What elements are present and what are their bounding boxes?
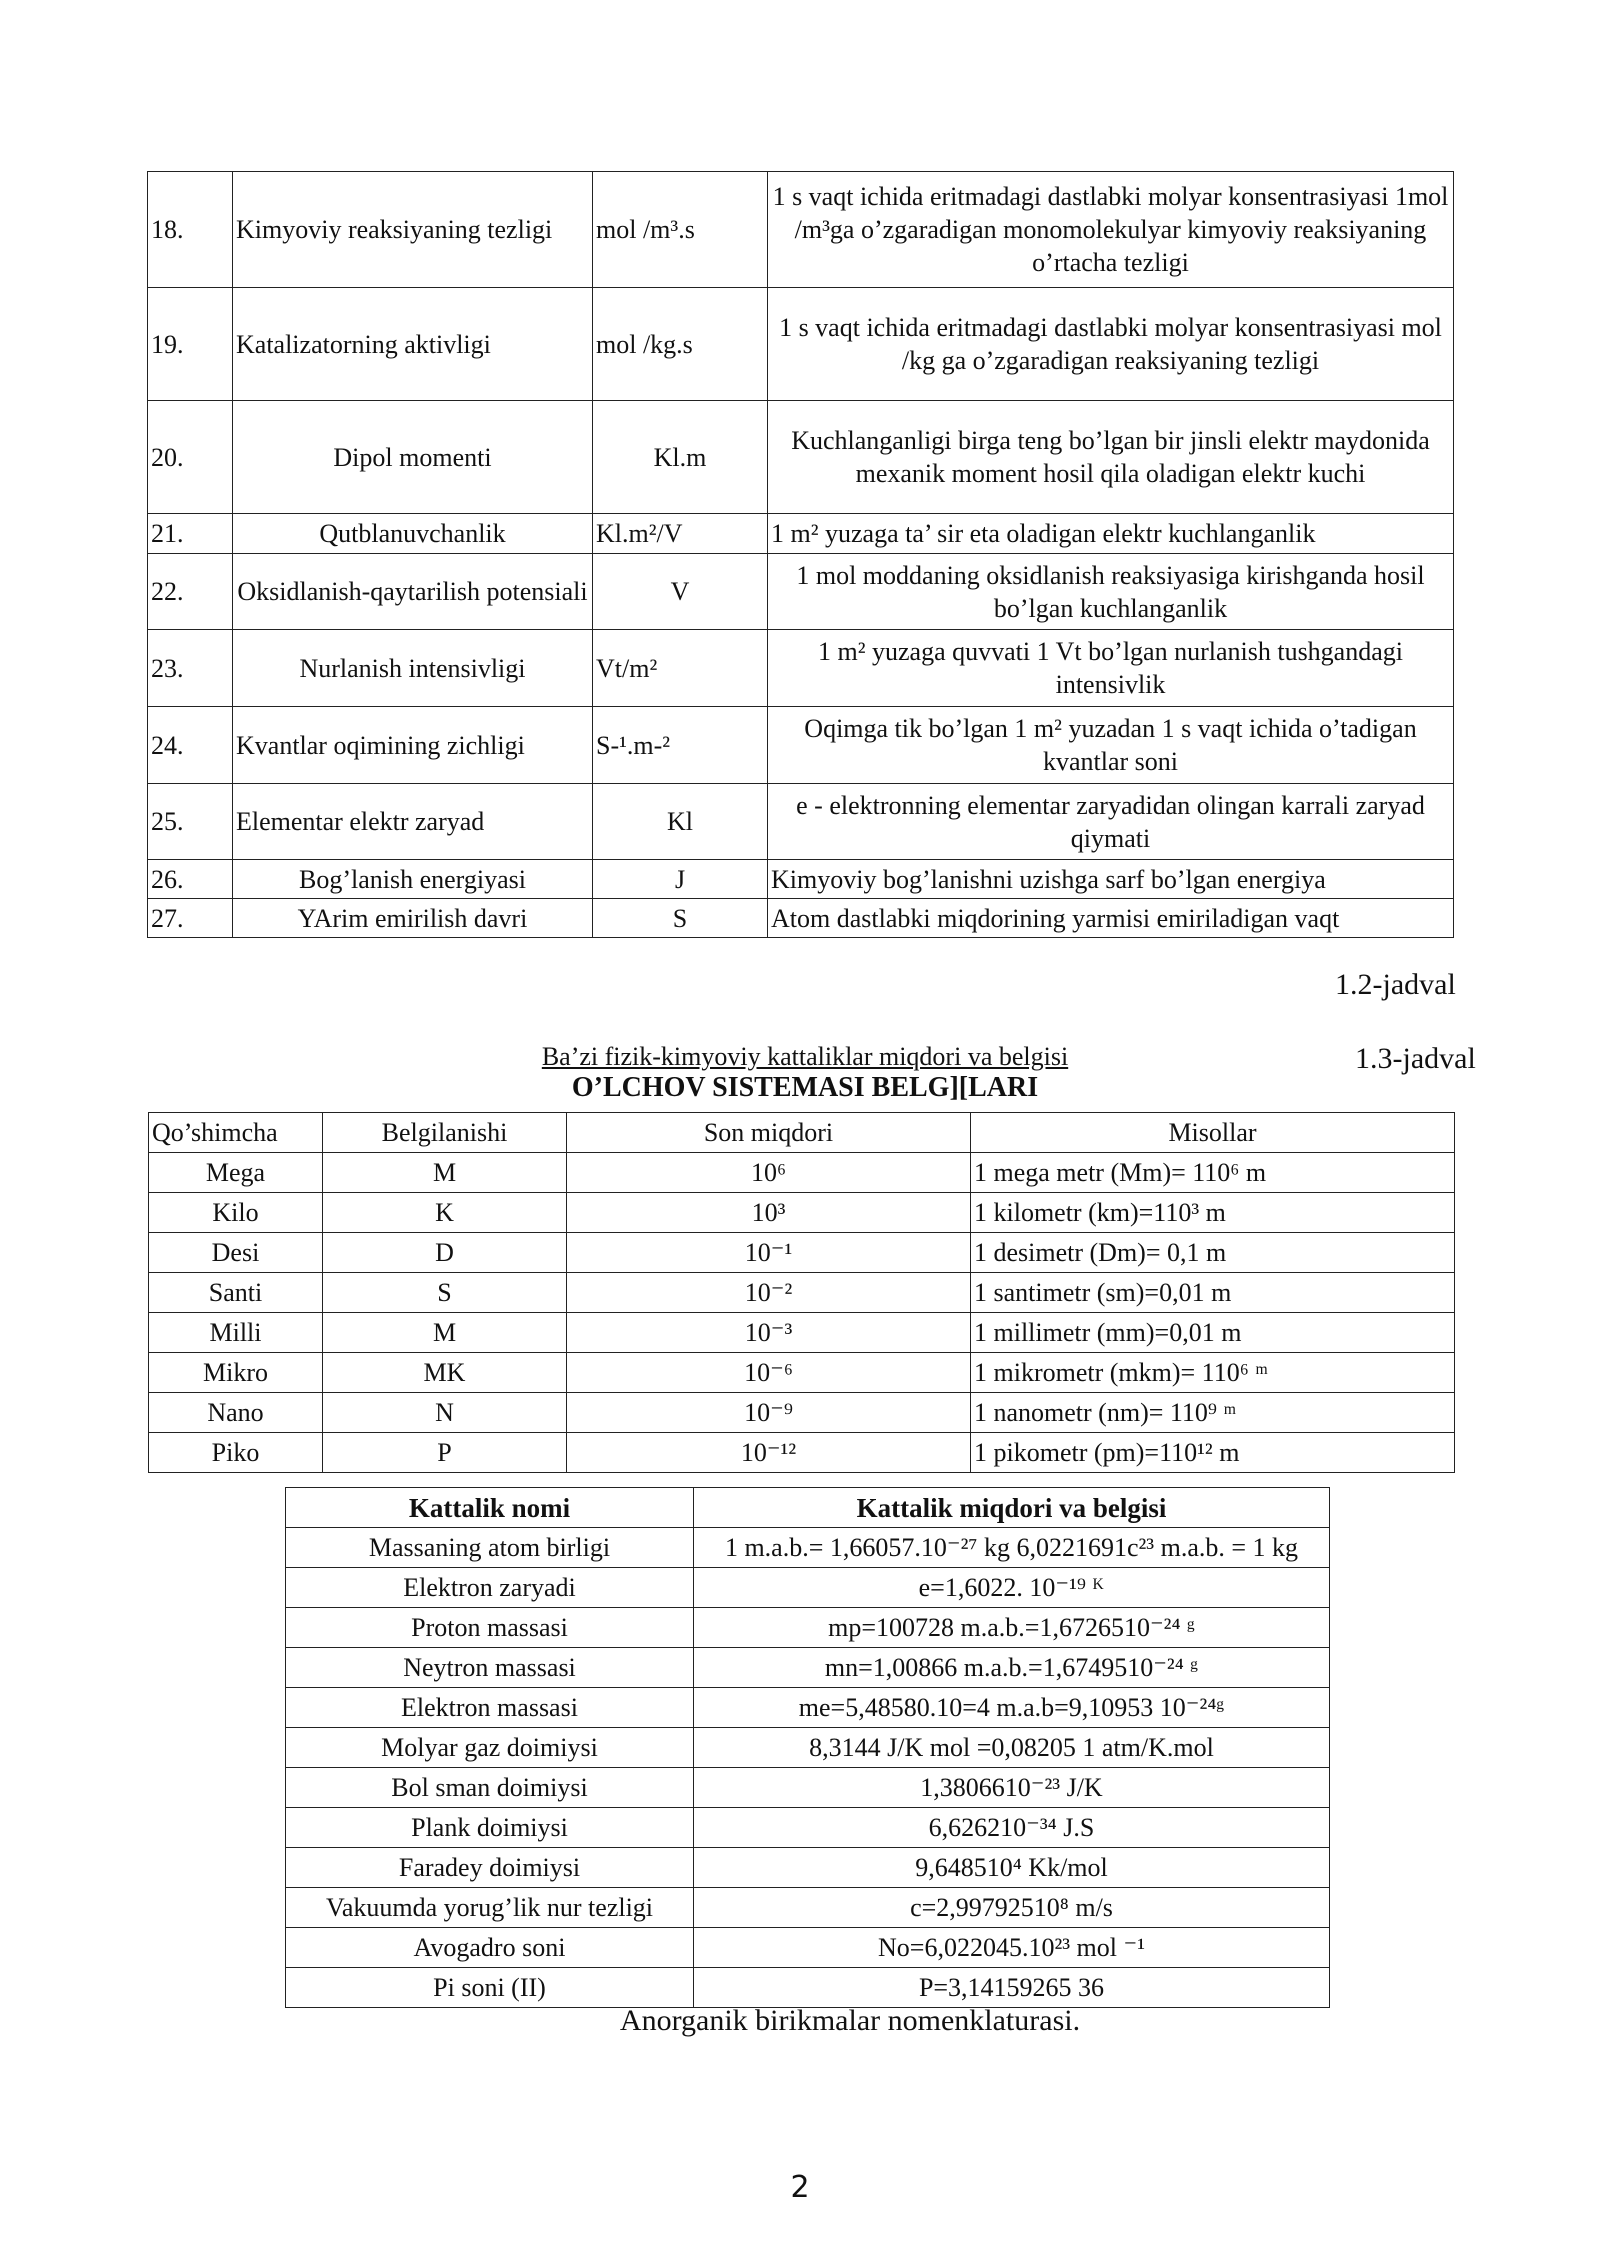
table-row — [286, 1768, 1330, 1808]
table-row — [148, 554, 1454, 630]
table-label-1-2: 1.2-jadval — [1335, 968, 1456, 1001]
prefix-name: Nano — [149, 1393, 323, 1433]
quantity-name: Elementar elektr zaryad — [233, 784, 593, 860]
table-row — [286, 1968, 1330, 2008]
unit: V — [593, 554, 768, 630]
prefix-value: 10⁻¹ — [567, 1233, 971, 1273]
prefix-symbol: K — [323, 1193, 567, 1233]
prefix-table — [148, 1112, 1455, 1473]
constant-name: Bol sman doimiysi — [286, 1768, 694, 1808]
constant-name: Plank doimiysi — [286, 1808, 694, 1848]
prefix-value: 10⁻¹² — [567, 1433, 971, 1473]
table-row — [149, 1273, 1455, 1313]
table-row — [148, 288, 1454, 401]
constant-name: Neytron massasi — [286, 1648, 694, 1688]
prefix-example: 1 nanometr (nm)= 110⁹ ᵐ — [971, 1393, 1455, 1433]
quantity-name: Katalizatorning aktivligi — [233, 288, 593, 401]
row-number: 23. — [148, 630, 233, 707]
prefix-value: 10⁻⁹ — [567, 1393, 971, 1433]
description: Kuchlanganligi birga teng bo’lgan bir jinsli elektr maydonida mexanik moment hosil qila oladigan elektr kuchi — [768, 401, 1454, 514]
quantity-name: Kvantlar oqimining zichligi — [233, 707, 593, 784]
table-row — [286, 1888, 1330, 1928]
unit: Kl.m²/V — [593, 514, 768, 554]
page-number: 2 — [790, 2170, 810, 2205]
prefix-example: 1 pikometr (pm)=110¹² m — [971, 1433, 1455, 1473]
prefix-name: Kilo — [149, 1193, 323, 1233]
table-row — [148, 401, 1454, 514]
constant-name: Elektron zaryadi — [286, 1568, 694, 1608]
column-header: Kattalik miqdori va belgisi — [694, 1488, 1330, 1528]
unit: S — [593, 899, 768, 938]
table-header-row — [149, 1113, 1455, 1153]
units-table — [147, 171, 1454, 938]
column-header: Kattalik nomi — [286, 1488, 694, 1528]
prefix-symbol: P — [323, 1433, 567, 1473]
quantity-name: Dipol momenti — [233, 401, 593, 514]
description: 1 m² yuzaga quvvati 1 Vt bo’lgan nurlanish tushgandagi intensivlik — [768, 630, 1454, 707]
row-number: 27. — [148, 899, 233, 938]
column-header: Qo’shimcha — [149, 1113, 323, 1153]
constant-name: Avogadro soni — [286, 1928, 694, 1968]
prefix-name: Piko — [149, 1433, 323, 1473]
prefix-symbol: S — [323, 1273, 567, 1313]
table-row — [286, 1808, 1330, 1848]
row-number: 20. — [148, 401, 233, 514]
prefix-example: 1 desimetr (Dm)= 0,1 m — [971, 1233, 1455, 1273]
column-header: Son miqdori — [567, 1113, 971, 1153]
table-row — [286, 1848, 1330, 1888]
table-row — [149, 1233, 1455, 1273]
table-row — [148, 860, 1454, 899]
row-number: 22. — [148, 554, 233, 630]
prefix-symbol: MK — [323, 1353, 567, 1393]
constant-value: 8,3144 J/K mol =0,08205 1 atm/K.mol — [694, 1728, 1330, 1768]
table-row — [149, 1313, 1455, 1353]
table-row — [148, 514, 1454, 554]
quantity-name: Kimyoviy reaksiyaning tezligi — [233, 172, 593, 288]
table-row — [148, 707, 1454, 784]
description: Oqimga tik bo’lgan 1 m² yuzadan 1 s vaqt ichida o’tadigan kvantlar soni — [768, 707, 1454, 784]
prefix-symbol: N — [323, 1393, 567, 1433]
constant-name: Elektron massasi — [286, 1688, 694, 1728]
quantity-name: Nurlanish intensivligi — [233, 630, 593, 707]
constant-value: mn=1,00866 m.a.b.=1,6749510⁻²⁴ ᵍ — [694, 1648, 1330, 1688]
description: Atom dastlabki miqdorining yarmisi emiriladigan vaqt — [768, 899, 1454, 938]
prefix-example: 1 millimetr (mm)=0,01 m — [971, 1313, 1455, 1353]
table-row — [148, 784, 1454, 860]
description: e - elektronning elementar zaryadidan olingan karrali zaryad qiymati — [768, 784, 1454, 860]
table-row — [149, 1153, 1455, 1193]
prefix-value: 10³ — [567, 1193, 971, 1233]
constant-name: Proton massasi — [286, 1608, 694, 1648]
quantity-name: Bog’lanish energiyasi — [233, 860, 593, 899]
constant-value: 6,626210⁻³⁴ J.S — [694, 1808, 1330, 1848]
prefix-symbol: M — [323, 1153, 567, 1193]
row-number: 18. — [148, 172, 233, 288]
prefix-value: 10⁻² — [567, 1273, 971, 1313]
quantity-name: YArim emirilish davri — [233, 899, 593, 938]
prefix-symbol: M — [323, 1313, 567, 1353]
prefix-name: Santi — [149, 1273, 323, 1313]
table-header-row — [286, 1488, 1330, 1528]
unit: mol /kg.s — [593, 288, 768, 401]
table-row — [148, 899, 1454, 938]
table-row — [149, 1393, 1455, 1433]
prefix-value: 10⁻³ — [567, 1313, 971, 1353]
row-number: 24. — [148, 707, 233, 784]
prefix-example: 1 santimetr (sm)=0,01 m — [971, 1273, 1455, 1313]
constant-value: 1 m.a.b.= 1,66057.10⁻²⁷ kg 6,0221691c²³ m.a.b. = 1 kg — [694, 1528, 1330, 1568]
prefix-example: 1 mega metr (Mm)= 110⁶ m — [971, 1153, 1455, 1193]
prefix-name: Mikro — [149, 1353, 323, 1393]
constant-name: Pi soni (II) — [286, 1968, 694, 2008]
column-header: Belgilanishi — [323, 1113, 567, 1153]
unit: mol /m³.s — [593, 172, 768, 288]
constant-value: 1,3806610⁻²³ J/K — [694, 1768, 1330, 1808]
table-row — [149, 1433, 1455, 1473]
constant-value: e=1,6022. 10⁻¹⁹ ᴷ — [694, 1568, 1330, 1608]
description: Kimyoviy bog’lanishni uzishga sarf bo’lgan energiya — [768, 860, 1454, 899]
table-label-1-3: 1.3-jadval — [1355, 1042, 1476, 1075]
prefix-example: 1 mikrometr (mkm)= 110⁶ ᵐ — [971, 1353, 1455, 1393]
table-row — [286, 1648, 1330, 1688]
unit: Kl — [593, 784, 768, 860]
prefix-name: Mega — [149, 1153, 323, 1193]
row-number: 25. — [148, 784, 233, 860]
column-header: Misollar — [971, 1113, 1455, 1153]
prefix-symbol: D — [323, 1233, 567, 1273]
prefix-value: 10⁻⁶ — [567, 1353, 971, 1393]
constant-name: Molyar gaz doimiysi — [286, 1728, 694, 1768]
quantity-name: Qutblanuvchanlik — [233, 514, 593, 554]
constant-value: c=2,99792510⁸ m/s — [694, 1888, 1330, 1928]
table-row — [149, 1193, 1455, 1233]
unit: Vt/m² — [593, 630, 768, 707]
constant-name: Faradey doimiysi — [286, 1848, 694, 1888]
unit: S-¹.m-² — [593, 707, 768, 784]
unit: J — [593, 860, 768, 899]
description: 1 mol moddaning oksidlanish reaksiyasiga kirishganda hosil bo’lgan kuchlanganlik — [768, 554, 1454, 630]
row-number: 19. — [148, 288, 233, 401]
constant-value: P=3,14159265 36 — [694, 1968, 1330, 2008]
constants-table — [285, 1487, 1330, 2008]
description: 1 s vaqt ichida eritmadagi dastlabki molyar konsentrasiyasi mol /kg ga o’zgaradigan reaksiyaning tezligi — [768, 288, 1454, 401]
section-heading: Anorganik birikmalar nomenklaturasi. — [619, 2004, 1081, 2037]
row-number: 26. — [148, 860, 233, 899]
constant-value: me=5,48580.10=4 m.a.b=9,10953 10⁻²⁴ᵍ — [694, 1688, 1330, 1728]
prefix-value: 10⁶ — [567, 1153, 971, 1193]
constant-value: mp=100728 m.a.b.=1,6726510⁻²⁴ ᵍ — [694, 1608, 1330, 1648]
constant-name: Vakuumda yorug’lik nur tezligi — [286, 1888, 694, 1928]
section-title: O’LCHOV SISTEMASI BELG][LARI — [571, 1072, 1039, 1103]
table-row — [286, 1528, 1330, 1568]
prefix-name: Desi — [149, 1233, 323, 1273]
constant-value: No=6,022045.10²³ mol ⁻¹ — [694, 1928, 1330, 1968]
table-row — [286, 1928, 1330, 1968]
table-row — [286, 1688, 1330, 1728]
table-row — [286, 1728, 1330, 1768]
quantity-name: Oksidlanish-qaytarilish potensiali — [233, 554, 593, 630]
prefix-example: 1 kilometr (km)=110³ m — [971, 1193, 1455, 1233]
table-row — [148, 172, 1454, 288]
description: 1 s vaqt ichida eritmadagi dastlabki molyar konsentrasiyasi 1mol /m³ga o’zgaradigan monomolekulyar kimyoviy reaksiyaning o’rtacha tezligi — [768, 172, 1454, 288]
table-row — [286, 1568, 1330, 1608]
table-row — [286, 1608, 1330, 1648]
unit: Kl.m — [593, 401, 768, 514]
description: 1 m² yuzaga ta’ sir eta oladigan elektr kuchlanganlik — [768, 514, 1454, 554]
section-caption: Ba’zi fizik-kimyoviy kattaliklar miqdori va belgisi — [541, 1042, 1069, 1071]
table-row — [149, 1353, 1455, 1393]
constant-name: Massaning atom birligi — [286, 1528, 694, 1568]
row-number: 21. — [148, 514, 233, 554]
table-row — [148, 630, 1454, 707]
prefix-name: Milli — [149, 1313, 323, 1353]
constant-value: 9,648510⁴ Kk/mol — [694, 1848, 1330, 1888]
